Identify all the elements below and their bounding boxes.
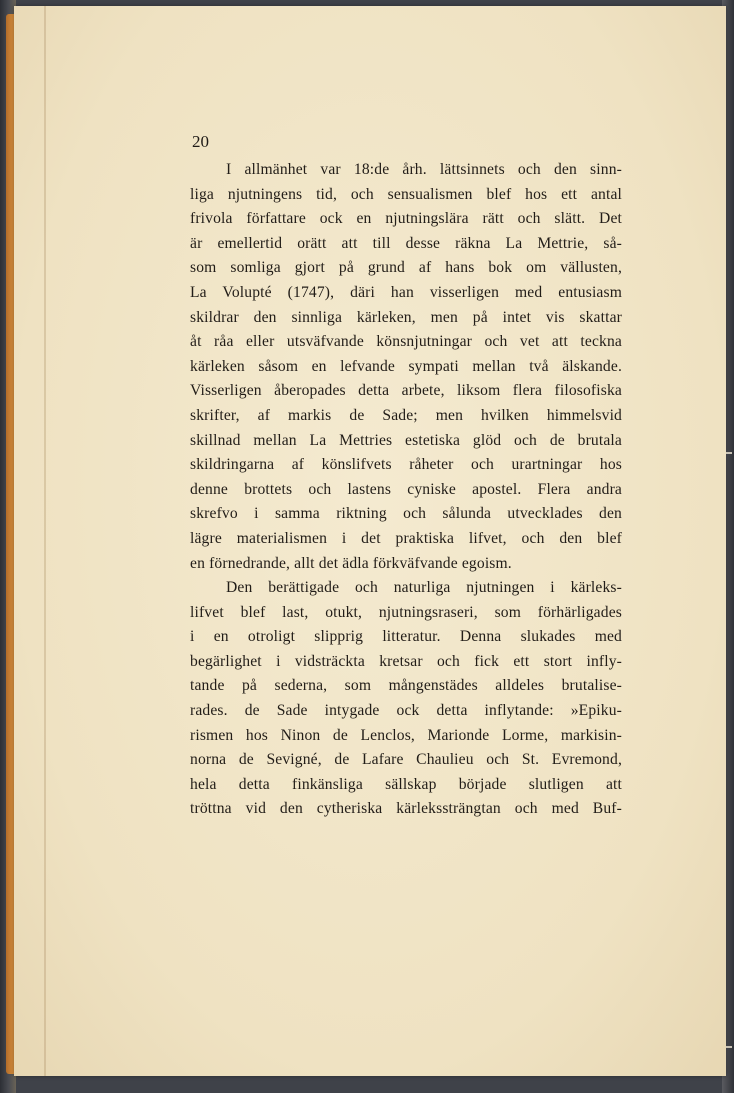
text-line: rades. de Sade intygade ock detta inflytande: »Epiku- (190, 702, 622, 720)
text-line: La Volupté (1747), däri han visserligen med entusiasm (190, 283, 622, 301)
text-line: norna de Sevigné, de Lafare Chaulieu och St. Evremond, (190, 751, 622, 769)
text-line: lifvet blef last, otukt, njutningsraseri, som förhärligades (190, 603, 622, 621)
text-line: är emellertid orätt att till desse räkna La Mettrie, så- (190, 234, 622, 252)
text-line: skrifter, af markis de Sade; men hvilken himmelsvid (190, 406, 622, 424)
text-line: tröttna vid den cytheriska kärlekssträngtan och med Buf- (190, 800, 622, 818)
text-line: kärleken såsom en lefvande sympati mellan två älskande. (190, 357, 622, 375)
text-line: som somliga gjort på grund af hans bok om vällusten, (190, 259, 622, 277)
text-line: liga njutningens tid, och sensualismen blef hos ett antal (190, 185, 622, 203)
text-line: åt råa eller utsväfvande könsnjutningar och vet att teckna (190, 333, 622, 351)
text-line: begärlighet i vidsträckta kretsar och fick ett stort infly- (190, 652, 622, 670)
text-line: skrefvo i samma riktning och sålunda utvecklades den (190, 505, 622, 523)
text-line: skildrar den sinnliga kärleken, men på intet vis skattar (190, 308, 622, 326)
text-line: skildringarna af könslifvets råheter och urartningar hos (190, 456, 622, 474)
text-line: i en otroligt slipprig litteratur. Denna slukades med (190, 628, 622, 646)
text-line: lägre materialismen i det praktiska lifvet, och den blef (190, 529, 622, 547)
text-line: rismen hos Ninon de Lenclos, Marionde Lorme, markisin- (190, 726, 622, 744)
text-line: Visserligen åberopades detta arbete, liksom flera filosofiska (190, 382, 622, 400)
page-number: 20 (192, 132, 209, 151)
body-text (190, 158, 622, 822)
page-fold-line (44, 6, 46, 1076)
text-line: frivola författare ock en njutningslära rätt och slätt. Det (190, 210, 622, 228)
text-line: hela detta finkänsliga sällskap började slutligen att (190, 775, 622, 793)
text-line: Den berättigade och naturliga njutningen i kärleks- (226, 579, 622, 597)
text-line: skillnad mellan La Mettries estetiska glöd och de brutala (190, 431, 622, 449)
text-line: en förnedrande, allt det ädla förkväfvande egoism. (190, 554, 512, 572)
margin-tick-mark (726, 1046, 732, 1048)
text-line: tande på sederna, som mångenstädes alldeles brutalise- (190, 677, 622, 695)
text-line: denne brottets och lastens cyniske apostel. Flera andra (190, 480, 622, 498)
margin-tick-mark (726, 452, 732, 454)
text-line: I allmänhet var 18:de årh. lättsinnets och den sinn- (226, 161, 622, 178)
